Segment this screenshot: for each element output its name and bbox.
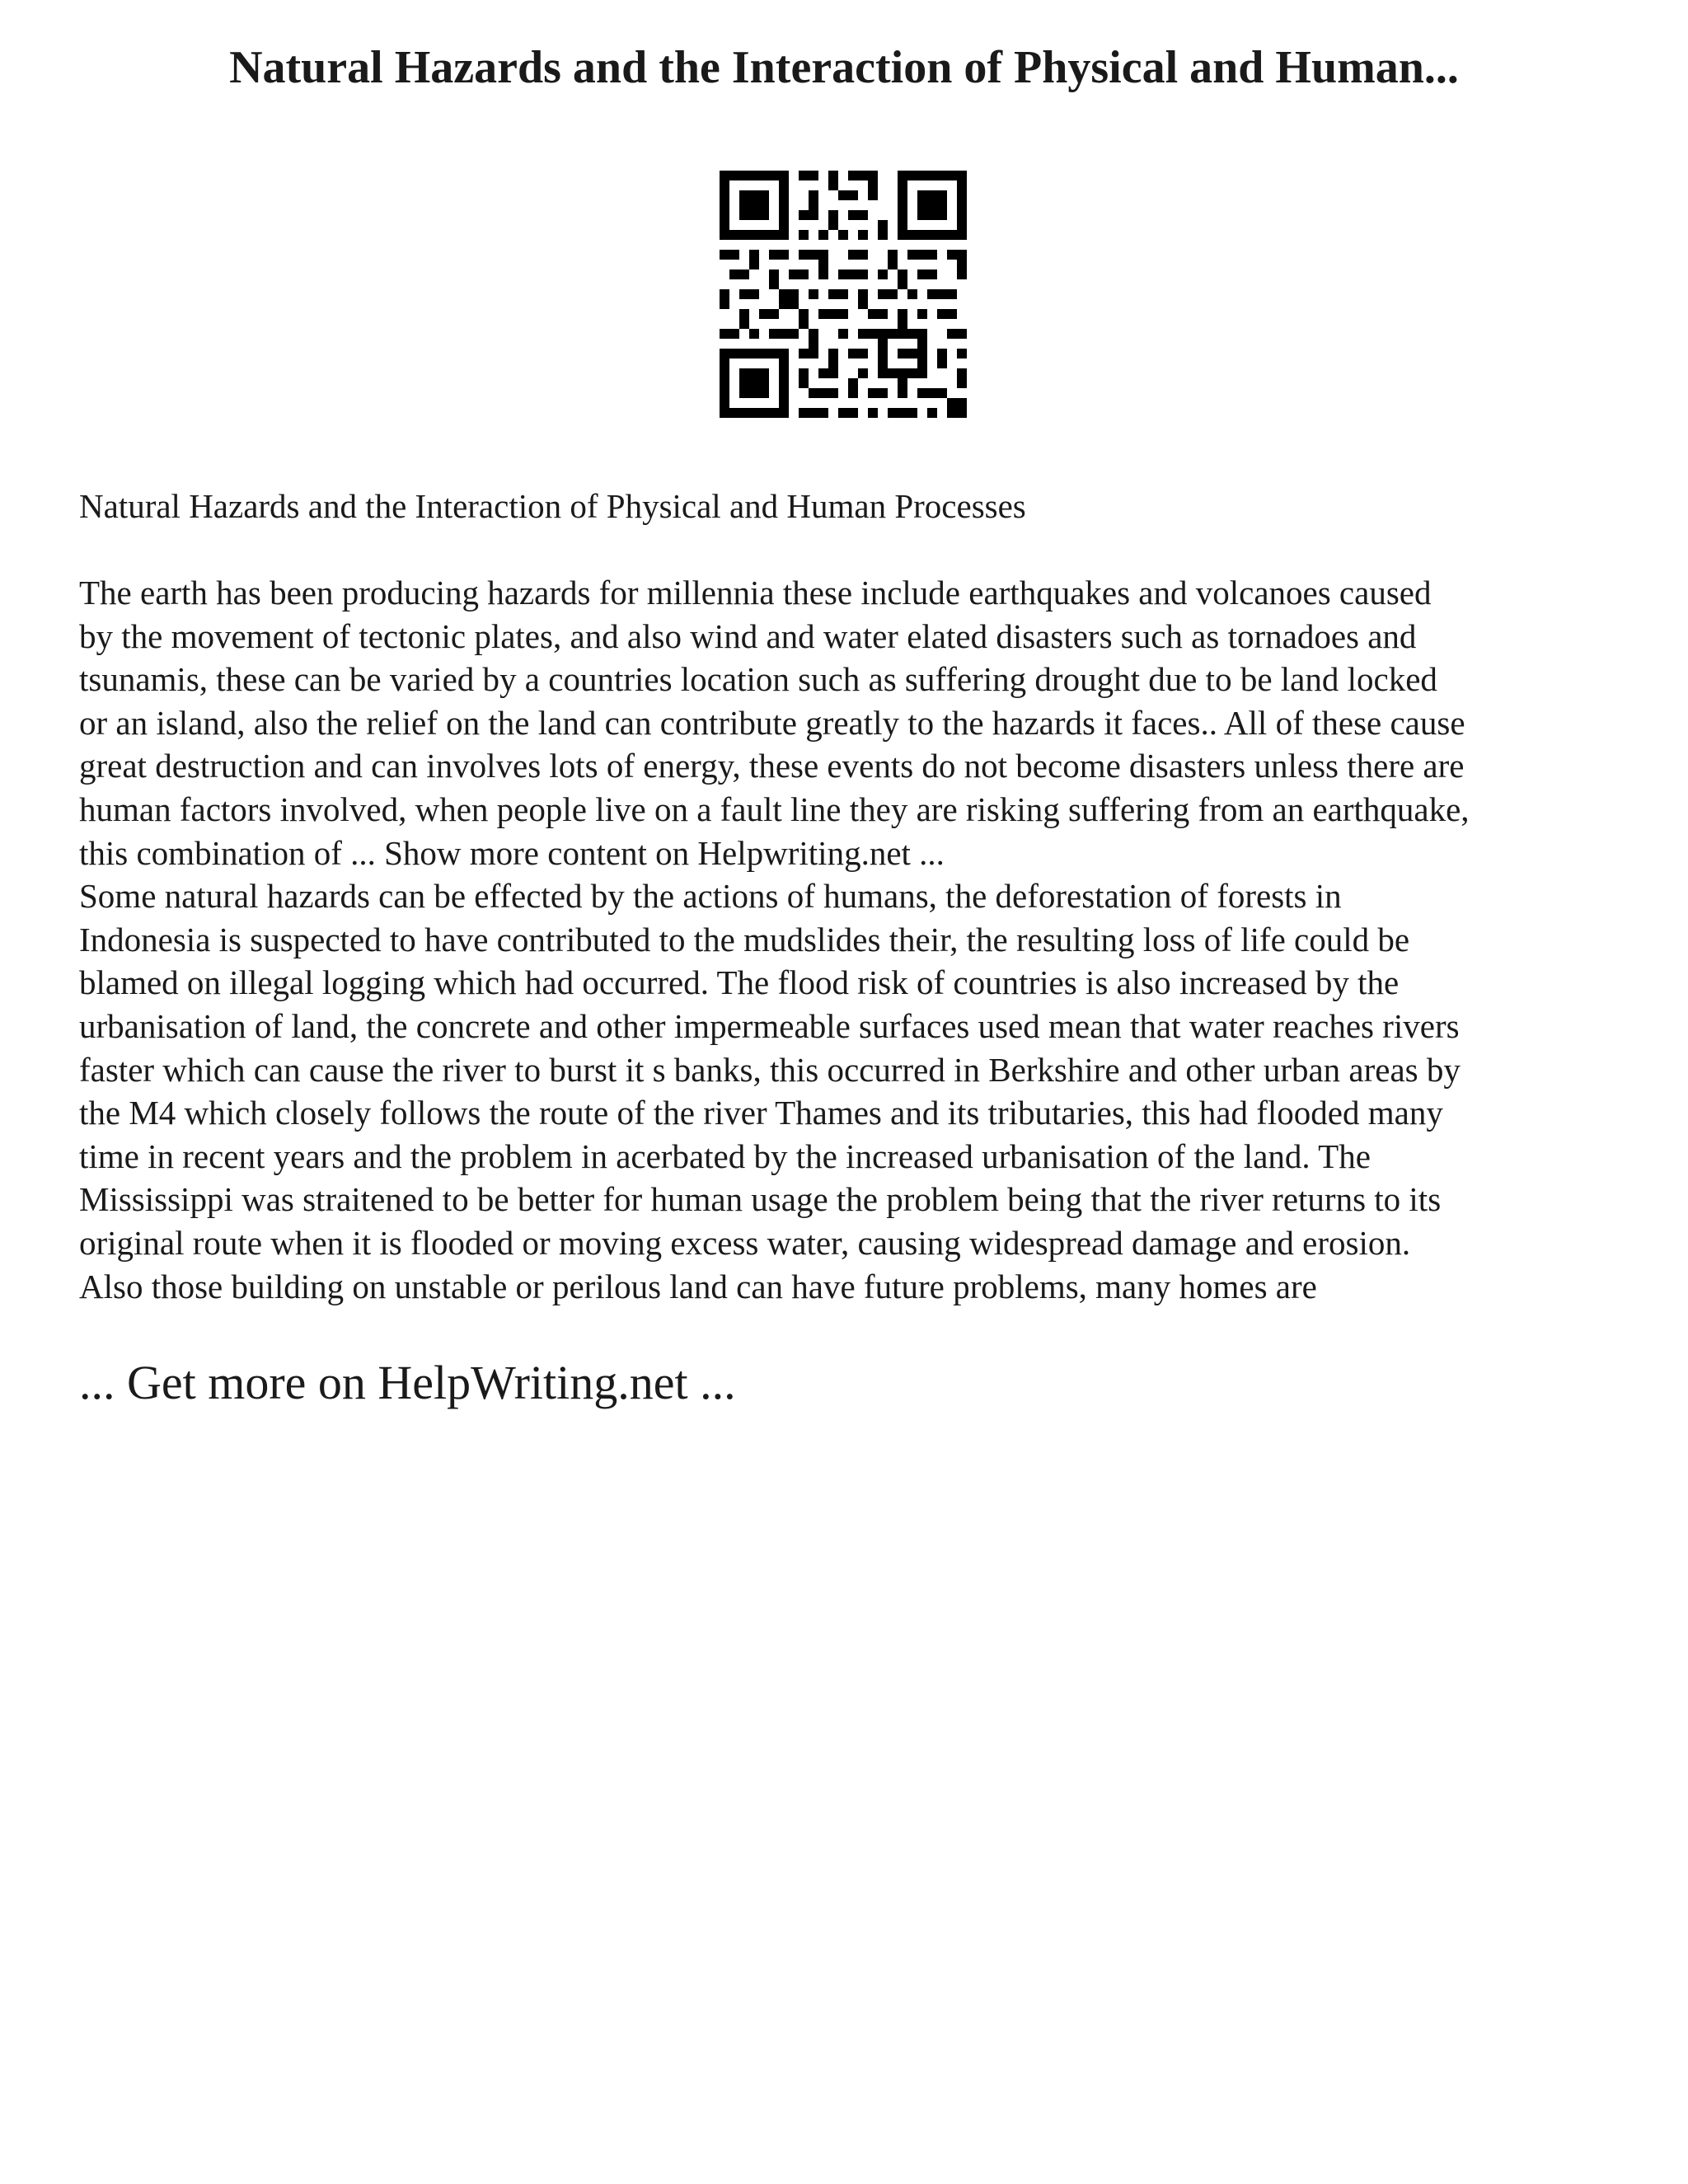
document-subtitle: Natural Hazards and the Interaction of Physical and Human Processes [79, 487, 1026, 525]
document-body [79, 485, 1629, 1308]
qr-code-icon [720, 171, 967, 418]
paragraph-2: Some natural hazards can be effected by the actions of humans, the deforestation of forests in Indonesia is suspected to have contributed to the mudslides their, the resulting loss of life could be blamed on illegal logging which had occurred. The flood risk of countries is also increased by the urbanisation of land, the concrete and other impermeable surfaces used mean that water reaches rivers faster which can cause the river to burst it s banks, this occurred in Berkshire and other urban areas by the M4 which closely follows the route of the river Thames and its tributaries, this had flooded many time in recent years and the problem in acerbated by the increased urbanisation of the land. The Mississippi was straitened to be better for human usage the problem being that the river returns to its original route when it is flooded or moving excess water, causing widespread damage and erosion. Also those building on unstable or perilous land can have future problems, many homes are [79, 877, 1461, 1305]
paragraph-1: The earth has been producing hazards for millennia these include earthquakes and volcanoes caused by the movement of tectonic plates, and also wind and water elated disasters such as tornadoes and tsunamis, these can be varied by a countries location such as suffering drought due to be land locked or an island, also the relief on the land can contribute greatly to the hazards it faces.. All of these cause great destruction and can involves lots of energy, these events do not become disasters unless there are human factors involved, when people live on a fault line they are risking suffering from an earthquake, this combination of ... Show more content on Helpwriting.net ... [79, 574, 1470, 872]
document-title: Natural Hazards and the Interaction of Physical and Human... [229, 42, 1459, 93]
get-more-link[interactable]: ... Get more on HelpWriting.net ... [79, 1356, 736, 1409]
qr-code-graphic [720, 171, 967, 418]
